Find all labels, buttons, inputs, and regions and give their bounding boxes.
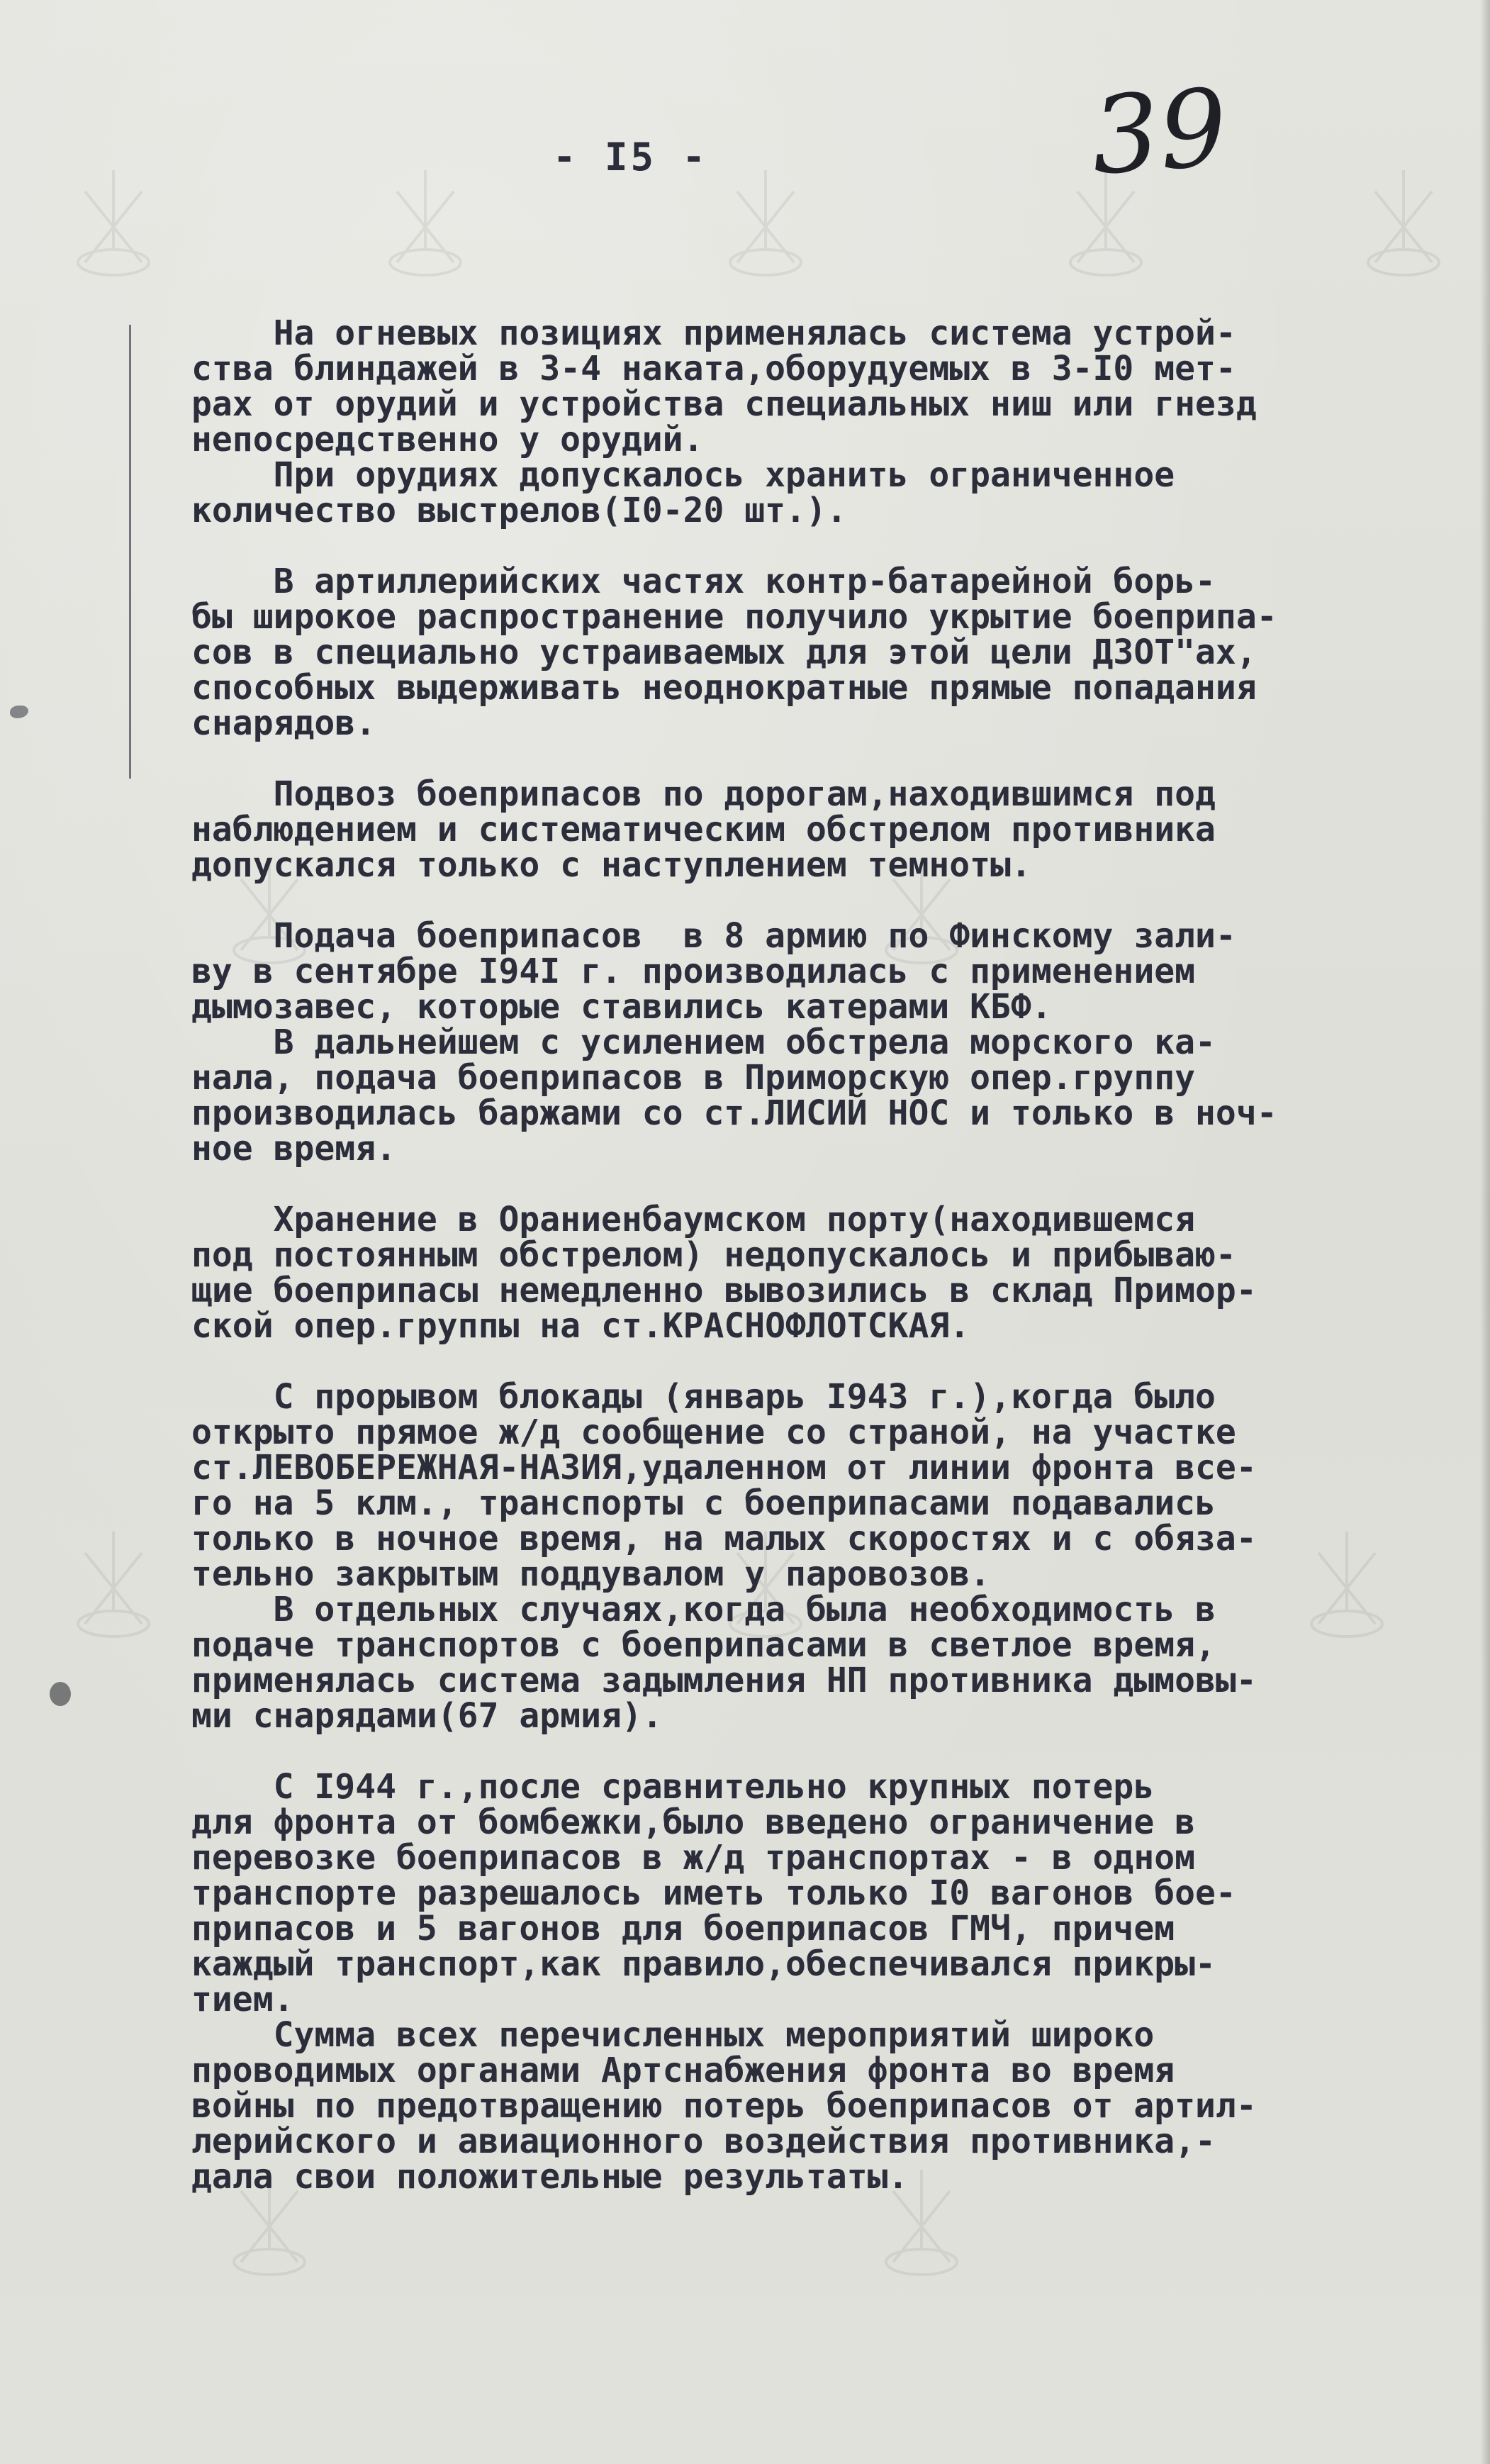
blank-line <box>191 528 1481 564</box>
paragraph <box>191 1769 1481 2017</box>
text-line: припасов и 5 вагонов для боеприпасов ГМЧ, причем <box>191 1909 1175 1949</box>
blank-line <box>191 1734 1481 1769</box>
paper-edge-shadow <box>1480 0 1490 2464</box>
paragraph <box>191 918 1481 1025</box>
paragraph <box>191 564 1481 776</box>
text-line: тием. <box>191 1980 294 2019</box>
blank-line <box>191 1344 1481 1379</box>
watermark-emblem-icon <box>43 1524 184 1645</box>
text-line: рах от орудий и устройства специальных ниш или гнезд <box>191 384 1257 424</box>
text-line: только в ночное время, на малых скоростях и с обяза- <box>191 1519 1257 1559</box>
text-line: ву в сентябре I94I г. производилась с применением <box>191 952 1196 991</box>
text-line: непосредственно у орудий. <box>191 420 704 459</box>
paragraph <box>191 1379 1481 1592</box>
text-line: способных выдерживать неоднократные прямые попадания <box>191 668 1257 708</box>
watermark-emblem-icon <box>354 163 496 284</box>
text-line: производилась баржами со ст.ЛИСИЙ НОС и только в ноч- <box>191 1093 1277 1133</box>
paragraph <box>191 457 1481 564</box>
watermark-emblem-icon <box>43 163 184 284</box>
paragraph <box>191 1202 1481 1379</box>
watermark-emblem-icon <box>695 163 836 284</box>
blank-line <box>191 1166 1481 1202</box>
text-line: С I944 г.,после сравнительно крупных потерь <box>191 1767 1155 1807</box>
text-line: снарядов. <box>191 703 376 743</box>
text-line: ми снарядами(67 армия). <box>191 1696 663 1736</box>
paragraph <box>191 313 1481 459</box>
handwritten-archive-number: 39 <box>1087 66 1231 199</box>
text-line: дымозавес, которые ставились катерами КБФ. <box>191 987 1052 1027</box>
document-body <box>191 313 1481 2197</box>
margin-ink-mark <box>10 706 28 718</box>
text-line: допускался только с наступлением темноты. <box>191 845 1031 885</box>
text-line: сов в специально устраиваемых для этой цели ДЗОТ"ах, <box>191 632 1257 672</box>
text-line: для фронта от бомбежки,было введено ограничение в <box>191 1802 1196 1842</box>
text-line: ской опер.группы на ст.КРАСНОФЛОТСКАЯ. <box>191 1306 970 1346</box>
text-line: каждый транспорт,как правило,обеспечивался прикры- <box>191 1944 1216 1984</box>
text-line: В отдельных случаях,когда была необходимость в <box>191 1590 1216 1629</box>
blank-line <box>191 741 1481 776</box>
text-line: бы широкое распространение получило укрытие боеприпа- <box>191 597 1277 637</box>
blank-line <box>191 883 1481 918</box>
text-line: С прорывом блокады (январь I943 г.),когда было <box>191 1377 1216 1417</box>
paragraph <box>191 776 1481 918</box>
text-line: перевозке боеприпасов в ж/д транспортах - в одном <box>191 1838 1196 1878</box>
text-line: открыто прямое ж/д сообщение со страной, на участке <box>191 1412 1236 1452</box>
text-line: проводимых органами Артснабжения фронта во время <box>191 2051 1175 2090</box>
ink-stain <box>50 1682 71 1706</box>
text-line: щие боеприпасы немедленно вывозились в склад Примор- <box>191 1271 1257 1310</box>
text-line: под постоянным обстрелом) недопускалось и прибываю- <box>191 1235 1236 1275</box>
text-line: нала, подача боеприпасов в Приморскую опер.группу <box>191 1058 1196 1098</box>
paragraph <box>191 2017 1481 2195</box>
text-line: Подача боеприпасов в 8 армию по Финскому зали- <box>191 916 1236 956</box>
text-line: ст.ЛЕВОБЕРЕЖНАЯ-НАЗИЯ,удаленном от линии фронта все- <box>191 1448 1257 1488</box>
text-line: тельно закрытым поддувалом у паровозов. <box>191 1554 991 1594</box>
text-line: При орудиях допускалось хранить ограниченное <box>191 455 1175 495</box>
text-line: дала свои положительные результаты. <box>191 2157 909 2197</box>
text-line: транспорте разрешалось иметь только I0 вагонов бое- <box>191 1873 1236 1913</box>
text-line: наблюдением и систематическим обстрелом противника <box>191 810 1216 849</box>
text-line: лерийского и авиационного воздействия противника,- <box>191 2122 1216 2161</box>
paragraph <box>191 1592 1481 1769</box>
text-line: В артиллерийских частях контр-батарейной борь- <box>191 562 1216 601</box>
text-line: количество выстрелов(I0-20 шт.). <box>191 491 847 530</box>
page-number: - I5 - <box>553 135 709 179</box>
text-line: применялась система задымления НП противника дымовы- <box>191 1661 1257 1700</box>
text-line: го на 5 клм., транспорты с боеприпасами подавались <box>191 1483 1216 1523</box>
text-line: На огневых позициях применялась система устрой- <box>191 313 1236 353</box>
paragraph <box>191 1022 1481 1202</box>
text-line: В дальнейшем с усилением обстрела морского ка- <box>191 1022 1216 1062</box>
text-line: подаче транспортов с боеприпасами в светлое время, <box>191 1625 1216 1665</box>
text-line: ства блиндажей в 3-4 наката,оборудуемых в 3-I0 мет- <box>191 349 1236 389</box>
text-line: ное время. <box>191 1129 396 1169</box>
text-line: Хранение в Ораниенбаумском порту(находившемся <box>191 1200 1196 1239</box>
text-line: Подвоз боеприпасов по дорогам,находившимся под <box>191 774 1216 814</box>
margin-mark-line <box>129 325 131 779</box>
text-line: войны по предотвращению потерь боеприпасов от артил- <box>191 2086 1257 2126</box>
watermark-emblem-icon <box>1333 163 1474 284</box>
text-line: Сумма всех перечисленных мероприятий широко <box>191 2015 1155 2055</box>
